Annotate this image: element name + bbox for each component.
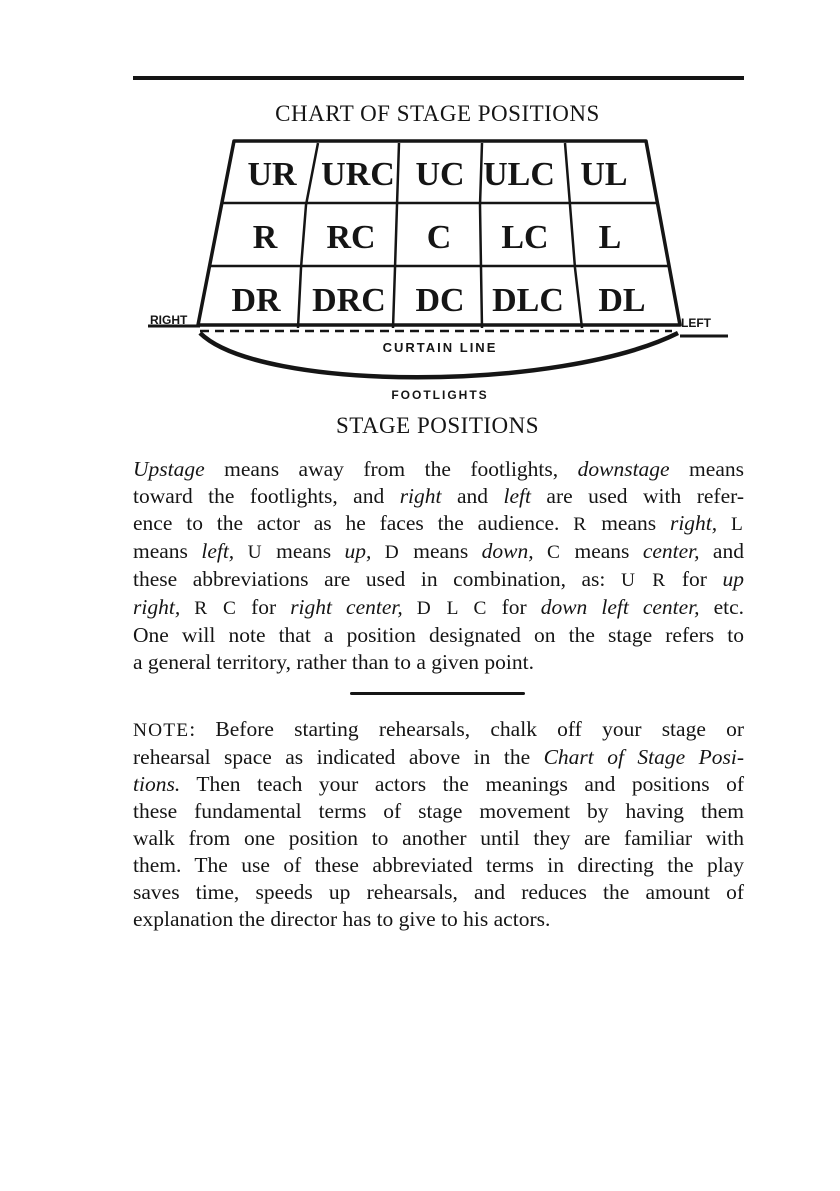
note-paragraph: NOTE: Before starting rehearsals, chalk off your stage or rehearsal space as indicated above in the Chart of Stage Posi- tions. Then teach your actors the meanings and positions of these fundamental terms of stage movement by having them walk from one position to another until they are familiar with them. The use of these abbreviated terms in directing the play saves time, speeds up rehearsals, and reduces the amount of explanation the director has to give to his actors.	[133, 717, 745, 931]
cell-dr: DR	[231, 282, 281, 319]
cell-dl: DL	[598, 282, 646, 319]
cell-uc: UC	[415, 156, 465, 193]
cell-dc: DC	[415, 282, 465, 319]
curtain-line-label: CURTAIN LINE	[382, 340, 498, 355]
right-label: RIGHT	[150, 313, 188, 327]
stage-positions-paragraph: Upstage means away from the footlights, downstage means toward the footlights, and right and left are used with refer- ence to the actor as he faces the audience. R means right, L means left, U means up, D means down, C means center, and these abbreviations are used in combination, as: U R for up right, R C for right center, D L C for down left center, etc. One will note that a position designated on the stage refers to a general territory, rather than to a given point.	[133, 457, 745, 674]
chart-title: CHART OF STAGE POSITIONS	[275, 101, 600, 126]
cell-r: R	[252, 219, 278, 256]
cell-dlc: DLC	[492, 282, 564, 319]
col-divider-3	[480, 143, 482, 328]
section-divider	[350, 692, 525, 695]
stage-diagram	[0, 0, 840, 420]
cell-ul: UL	[580, 156, 628, 193]
cell-drc: DRC	[312, 282, 386, 319]
cell-urc: URC	[321, 156, 395, 193]
section-title: STAGE POSITIONS	[335, 413, 540, 438]
cell-lc: LC	[501, 219, 549, 256]
left-label: LEFT	[681, 316, 711, 330]
cell-l: L	[598, 219, 622, 256]
footlights-label: FOOTLIGHTS	[391, 388, 489, 402]
cell-ur: UR	[247, 156, 297, 193]
cell-ulc: ULC	[483, 156, 555, 193]
cell-rc: RC	[326, 219, 376, 256]
cell-c: C	[426, 219, 452, 256]
